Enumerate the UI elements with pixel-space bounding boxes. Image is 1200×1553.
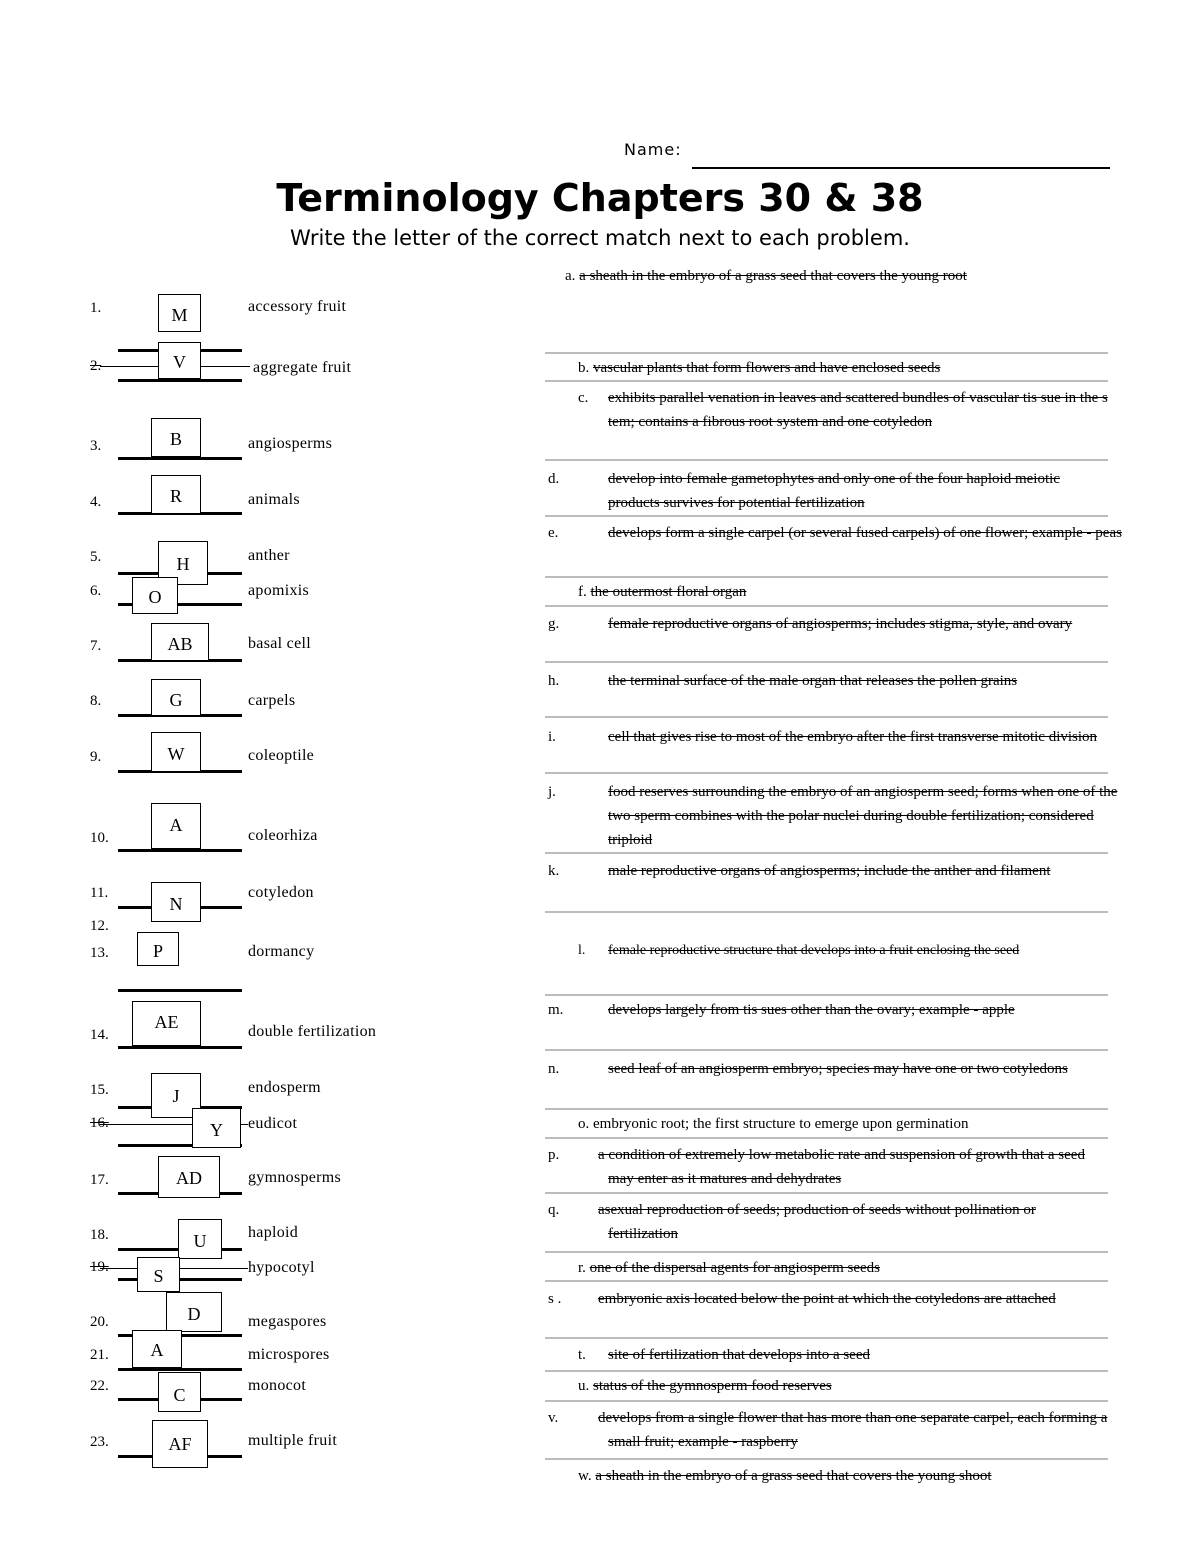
definition: m. develops largely from tis sues other than the ovary; example - apple — [548, 1002, 1015, 1018]
problem-number: 22. — [90, 1378, 109, 1394]
problem-number: 12. — [90, 918, 109, 934]
term-label: eudicot — [248, 1115, 298, 1132]
term-label: accessory fruit — [248, 298, 347, 315]
term-label: endosperm — [248, 1079, 321, 1096]
definition-rule — [545, 380, 1108, 382]
term-label: carpels — [248, 692, 296, 709]
answer-box[interactable]: G — [151, 679, 201, 716]
problem-number: 4. — [90, 494, 102, 510]
term-label: multiple fruit — [248, 1432, 338, 1449]
definition-rule — [545, 1108, 1108, 1110]
definition-rule — [545, 1280, 1108, 1282]
answer-box[interactable]: AF — [152, 1420, 208, 1468]
problem-number: 10. — [90, 830, 109, 846]
term-label: monocot — [248, 1377, 307, 1394]
definition: c. exhibits parallel venation in leaves and scattered bundles of vascular tis sue in the s tem; contains a fibrous root system and one cotyledon — [578, 390, 1108, 430]
answer-underline — [118, 1046, 242, 1049]
definition: p. a condition of extremely low metabolic rate and suspension of growth that a seed may enter as it matures and dehydrates — [548, 1147, 1085, 1187]
answer-box[interactable]: N — [151, 882, 201, 922]
answer-box[interactable]: A — [132, 1330, 182, 1368]
term-label: gymnosperms — [248, 1169, 342, 1186]
name-label: Name: — [624, 140, 682, 159]
answer-box[interactable]: P — [137, 932, 179, 966]
definition-rule — [545, 911, 1108, 913]
definition: w. a sheath in the embryo of a grass seed that covers the young shoot — [578, 1468, 992, 1484]
term-label: apomixis — [248, 582, 310, 599]
answer-underline — [118, 379, 242, 382]
definition: t. site of fertilization that develops into a seed — [578, 1347, 871, 1363]
definition: l. female reproductive structure that develops into a fruit enclosing the seed — [578, 943, 1020, 958]
definition-rule — [545, 576, 1108, 578]
answer-underline — [118, 1368, 242, 1371]
answer-box[interactable]: W — [151, 732, 201, 772]
answer-underline — [118, 457, 242, 460]
term-label: coleoptile — [248, 747, 315, 764]
definition: d. develop into female gametophytes and only one of the four haploid meiotic products survives for potential fertilization — [548, 471, 1060, 511]
problem-number: 15. — [90, 1082, 109, 1098]
term-label: animals — [248, 491, 300, 508]
answer-box[interactable]: B — [151, 418, 201, 457]
answer-box[interactable]: R — [151, 475, 201, 514]
answer-box[interactable]: O — [132, 577, 178, 614]
answer-box[interactable]: J — [151, 1073, 201, 1118]
problem-number: 7. — [90, 638, 102, 654]
answer-box[interactable]: Y — [192, 1108, 241, 1148]
definition-rule — [545, 852, 1108, 854]
definition-rule — [545, 1337, 1108, 1339]
answer-box[interactable]: C — [158, 1372, 201, 1412]
term-label: basal cell — [248, 635, 311, 652]
definition-rule — [545, 459, 1108, 461]
answer-box[interactable]: AD — [158, 1156, 220, 1198]
answer-underline — [118, 989, 242, 992]
definition: q. asexual reproduction of seeds; production of seeds without pollination or fertilization — [548, 1202, 1036, 1242]
answer-box[interactable]: V — [158, 342, 201, 379]
definition-rule — [545, 1049, 1108, 1051]
definition-rule — [545, 1370, 1108, 1372]
definition: j. food reserves surrounding the embryo of an angiosperm seed; forms when one of the two sperm combines with the polar nuclei during double fertilization; considered triploid — [548, 784, 1118, 848]
term-label: cotyledon — [248, 884, 314, 901]
definition-rule — [545, 1251, 1108, 1253]
problem-number: 19. — [90, 1259, 109, 1275]
page-title: Terminology Chapters 30 & 38 — [276, 176, 924, 220]
definition-rule — [545, 605, 1108, 607]
name-field[interactable] — [692, 167, 1110, 169]
term-label: double fertilization — [248, 1023, 377, 1040]
term-label: coleorhiza — [248, 827, 318, 844]
definition-rule — [545, 994, 1108, 996]
definition: n. seed leaf of an angiosperm embryo; species may have one or two cotyledons — [548, 1061, 1068, 1077]
problem-number: 2. — [90, 358, 102, 374]
definition: u. status of the gymnosperm food reserves — [578, 1378, 832, 1394]
problem-number: 13. — [90, 945, 109, 961]
answer-box[interactable]: H — [158, 541, 208, 585]
problem-number: 6. — [90, 583, 102, 599]
definition-rule — [545, 661, 1108, 663]
definition-rule — [545, 772, 1108, 774]
definition: g. female reproductive organs of angiosperms; includes stigma, style, and ovary — [548, 616, 1073, 632]
problem-number: 21. — [90, 1347, 109, 1363]
definition-rule — [545, 1458, 1108, 1460]
definition: o. embryonic root; the first structure to emerge upon germination — [578, 1116, 969, 1132]
definition-rule — [545, 1137, 1108, 1139]
term-label: hypocotyl — [248, 1259, 315, 1276]
instructions: Write the letter of the correct match next to each problem. — [290, 226, 910, 250]
definition-rule — [545, 1192, 1108, 1194]
definition: a. a sheath in the embryo of a grass seed that covers the young root — [565, 268, 967, 284]
definition: f. the outermost floral organ — [578, 584, 747, 600]
problem-number: 16. — [90, 1115, 109, 1131]
problem-number: 9. — [90, 749, 102, 765]
definition: h. the terminal surface of the male organ that releases the pollen grains — [548, 673, 1018, 689]
definition: s . embryonic axis located below the point at which the cotyledons are attached — [548, 1291, 1056, 1307]
definition: e. develops form a single carpel (or several fused carpels) of one flower; example - peas — [548, 525, 1122, 541]
definition: v. develops from a single flower that has more than one separate carpel, each forming a small fruit; example - raspberry — [548, 1410, 1108, 1450]
term-label: dormancy — [248, 943, 315, 960]
term-label: anther — [248, 547, 290, 564]
answer-box[interactable]: AB — [151, 623, 209, 661]
term-label: megaspores — [248, 1313, 327, 1330]
problem-number: 11. — [90, 885, 109, 901]
problem-number: 5. — [90, 549, 102, 565]
answer-box[interactable]: D — [166, 1292, 222, 1332]
problem-number: 17. — [90, 1172, 109, 1188]
problem-number: 14. — [90, 1027, 109, 1043]
definition-rule — [545, 1400, 1108, 1402]
definition: b. vascular plants that form flowers and have enclosed seeds — [578, 360, 941, 376]
answer-box[interactable]: M — [158, 294, 201, 332]
answer-box[interactable]: U — [178, 1219, 222, 1259]
definition: i. cell that gives rise to most of the embryo after the first transverse mitotic division — [548, 729, 1098, 745]
answer-box[interactable]: A — [151, 803, 201, 849]
problem-number: 23. — [90, 1434, 109, 1450]
definition-rule — [545, 716, 1108, 718]
term-label: haploid — [248, 1224, 299, 1241]
definition: r. one of the dispersal agents for angiosperm seeds — [578, 1260, 881, 1276]
definition-rule — [545, 515, 1108, 517]
problem-number: 18. — [90, 1227, 109, 1243]
problem-number: 3. — [90, 438, 102, 454]
answer-box[interactable]: S — [137, 1257, 180, 1292]
problem-number: 8. — [90, 693, 102, 709]
problem-number: 1. — [90, 300, 102, 316]
answer-box[interactable]: AE — [132, 1001, 201, 1046]
definition: k. male reproductive organs of angiosperms; include the anther and filament — [548, 863, 1051, 879]
term-label: aggregate fruit — [253, 359, 352, 376]
definition-rule — [545, 352, 1108, 354]
term-label: angiosperms — [248, 435, 333, 452]
term-label: microspores — [248, 1346, 330, 1363]
answer-underline — [118, 849, 242, 852]
problem-number: 20. — [90, 1314, 109, 1330]
